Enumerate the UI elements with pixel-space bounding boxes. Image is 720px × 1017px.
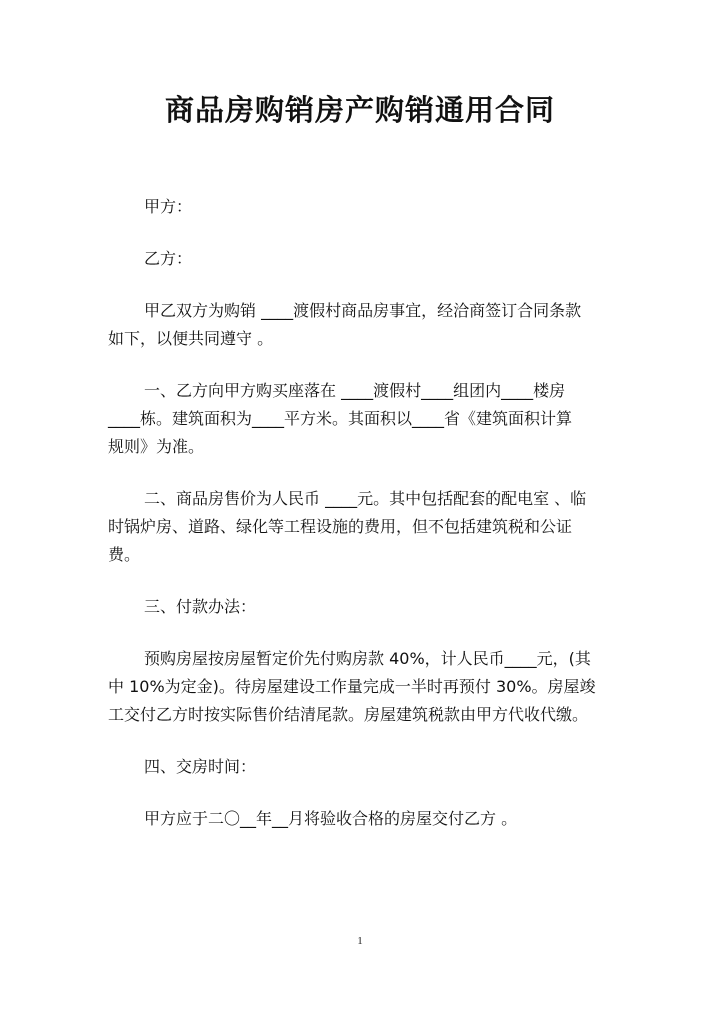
paragraph-line: 二、商品房售价为人民币 ____元。其中包括配套的配电室 、临 <box>144 489 587 508</box>
paragraph-line: 预购房屋按房屋暂定价先付购房款 40%，计人民币____元，(其 <box>144 649 591 668</box>
paragraph-line: 甲乙双方为购销 ____渡假村商品房事宜，经洽商签订合同条款 <box>144 301 582 320</box>
paragraph-line: 时锅炉房、道路、绿化等工程设施的费用，但不包括建筑税和公证 <box>108 517 573 536</box>
party-b-line: 乙方： <box>144 249 193 268</box>
page-number: 1 <box>357 935 363 947</box>
paragraph-clause-2 <box>108 485 628 569</box>
paragraph-clause-1 <box>108 377 628 461</box>
paragraph-line: 如下，以便共同遵守 。 <box>108 329 274 348</box>
paragraph-line: 规则》为准。 <box>108 437 205 456</box>
paragraph-line: ____栋。建筑面积为____平方米。其面积以____省《建筑面积计算 <box>108 409 573 428</box>
paragraph-line: 工交付乙方时按实际售价结清尾款。房屋建筑税款由甲方代收代缴。 <box>108 705 589 724</box>
party-a-line: 甲方： <box>144 197 193 216</box>
paragraph-clause-3-heading <box>108 593 628 621</box>
paragraph-intro <box>108 297 628 353</box>
paragraph-line: 一、乙方向甲方购买座落在 ____渡假村____组团内____楼房 <box>144 381 566 400</box>
paragraph-line: 四、交房时间： <box>144 757 257 776</box>
paragraph-line: 甲方应于二〇__年__月将验收合格的房屋交付乙方 。 <box>144 809 518 828</box>
paragraph-payment <box>108 645 628 729</box>
paragraph-delivery <box>108 805 628 833</box>
paragraph-line: 三、付款办法： <box>144 597 257 616</box>
paragraph-clause-4-heading <box>108 753 628 781</box>
document-body <box>108 193 628 857</box>
paragraph-line: 费。 <box>108 545 141 564</box>
document-title: 商品房购销房产购销通用合同 <box>164 93 555 127</box>
paragraph-line: 中 10%为定金)。待房屋建设工作量完成一半时再预付 30%。房屋竣 <box>108 677 596 696</box>
